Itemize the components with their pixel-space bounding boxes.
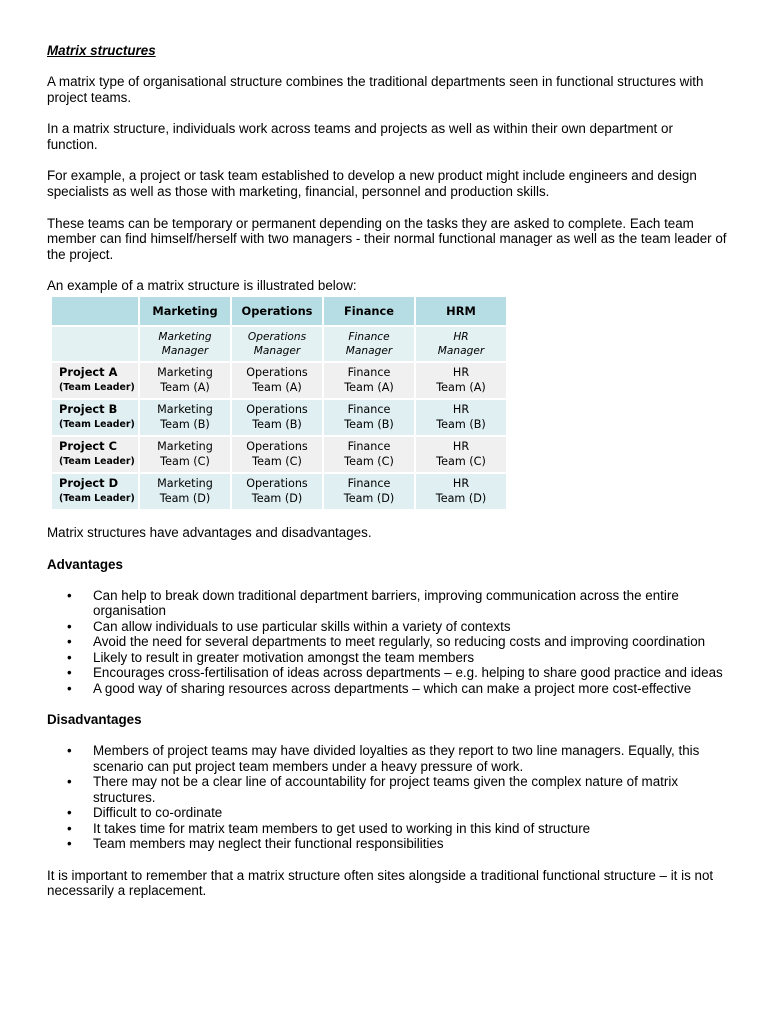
- team-cell: Finance Team (B): [324, 400, 414, 435]
- project-cell: Project A (Team Leader): [52, 363, 138, 398]
- project-cell: Project B (Team Leader): [52, 400, 138, 435]
- closing-paragraph: It is important to remember that a matrix structure often sites alongside a traditional functional structure – it is not necessarily a replacement.: [47, 867, 714, 899]
- team-cell: Marketing Team (A): [140, 363, 230, 398]
- manager-cell: Finance Manager: [324, 327, 414, 361]
- document-content: [47, 43, 727, 915]
- table-row: [52, 437, 506, 472]
- manager-cell: Operations Manager: [232, 327, 322, 361]
- table-header-cell: Operations: [232, 297, 322, 325]
- table-row: [52, 400, 506, 435]
- list-item: • Encourages cross-fertilisation of ideas across departments – e.g. helping to share good practice and ideas: [47, 665, 727, 681]
- list-item: • Members of project teams may have divided loyalties as they report to two line managers. Equally, this scenario can put project team members under a heavy pressure of work.: [47, 743, 727, 774]
- list-item: • Can help to break down traditional department barriers, improving communication across the entire organisation: [47, 588, 727, 619]
- team-cell: Operations Team (C): [232, 437, 322, 472]
- matrix-table: [50, 295, 508, 511]
- advantages-list: [47, 588, 727, 697]
- manager-cell: Marketing Manager: [140, 327, 230, 361]
- paragraph: Matrix structures have advantages and disadvantages.: [47, 524, 372, 540]
- table-row: [52, 474, 506, 509]
- advantages-heading: Advantages: [47, 556, 123, 572]
- table-header-cell: Marketing: [140, 297, 230, 325]
- manager-row: [52, 327, 506, 361]
- paragraph: A matrix type of organisational structure combines the traditional departments seen in functional structures with project teams.: [47, 74, 704, 105]
- page-title: Matrix structures: [47, 43, 156, 58]
- team-cell: Finance Team (A): [324, 363, 414, 398]
- team-cell: HR Team (A): [416, 363, 506, 398]
- list-item: • Avoid the need for several departments to meet regularly, so reducing costs and improving coordination: [47, 634, 727, 650]
- manager-cell: HR Manager: [416, 327, 506, 361]
- disadvantages-heading: Disadvantages: [47, 712, 142, 728]
- list-item: • It takes time for matrix team members to get used to working in this kind of structure: [47, 821, 727, 837]
- table-header-empty: [52, 297, 138, 325]
- list-item: • Team members may neglect their functional responsibilities: [47, 836, 727, 852]
- table-intro: An example of a matrix structure is illustrated below:: [47, 278, 357, 294]
- list-item: • A good way of sharing resources across departments – which can make a project more cost-effective: [47, 681, 727, 697]
- paragraph: For example, a project or task team established to develop a new product might include engineers and design specialists as well as those with marketing, financial, personnel and production skills.: [47, 168, 697, 199]
- team-cell: Finance Team (C): [324, 437, 414, 472]
- paragraph: These teams can be temporary or permanent depending on the tasks they are asked to complete. Each team member can find himself/herself with two managers - their normal functional manager as well as the team leader of the project.: [47, 215, 727, 262]
- team-cell: Marketing Team (D): [140, 474, 230, 509]
- team-cell: Marketing Team (B): [140, 400, 230, 435]
- table-cell-empty: [52, 327, 138, 361]
- paragraph: In a matrix structure, individuals work across teams and projects as well as within their own department or function.: [47, 121, 673, 152]
- team-cell: Finance Team (D): [324, 474, 414, 509]
- team-cell: HR Team (B): [416, 400, 506, 435]
- project-cell: Project D (Team Leader): [52, 474, 138, 509]
- team-cell: HR Team (D): [416, 474, 506, 509]
- table-row: [52, 363, 506, 398]
- list-item: • Likely to result in greater motivation amongst the team members: [47, 650, 727, 666]
- list-item: • There may not be a clear line of accountability for project teams given the complex nature of matrix structures.: [47, 774, 727, 805]
- table-header-cell: Finance: [324, 297, 414, 325]
- project-cell: Project C (Team Leader): [52, 437, 138, 472]
- team-cell: Operations Team (B): [232, 400, 322, 435]
- disadvantages-list: [47, 743, 727, 852]
- list-item: • Difficult to co-ordinate: [47, 805, 727, 821]
- team-cell: Marketing Team (C): [140, 437, 230, 472]
- table-header-row: [52, 297, 506, 325]
- team-cell: Operations Team (D): [232, 474, 322, 509]
- team-cell: HR Team (C): [416, 437, 506, 472]
- table-header-cell: HRM: [416, 297, 506, 325]
- list-item: • Can allow individuals to use particular skills within a variety of contexts: [47, 619, 727, 635]
- team-cell: Operations Team (A): [232, 363, 322, 398]
